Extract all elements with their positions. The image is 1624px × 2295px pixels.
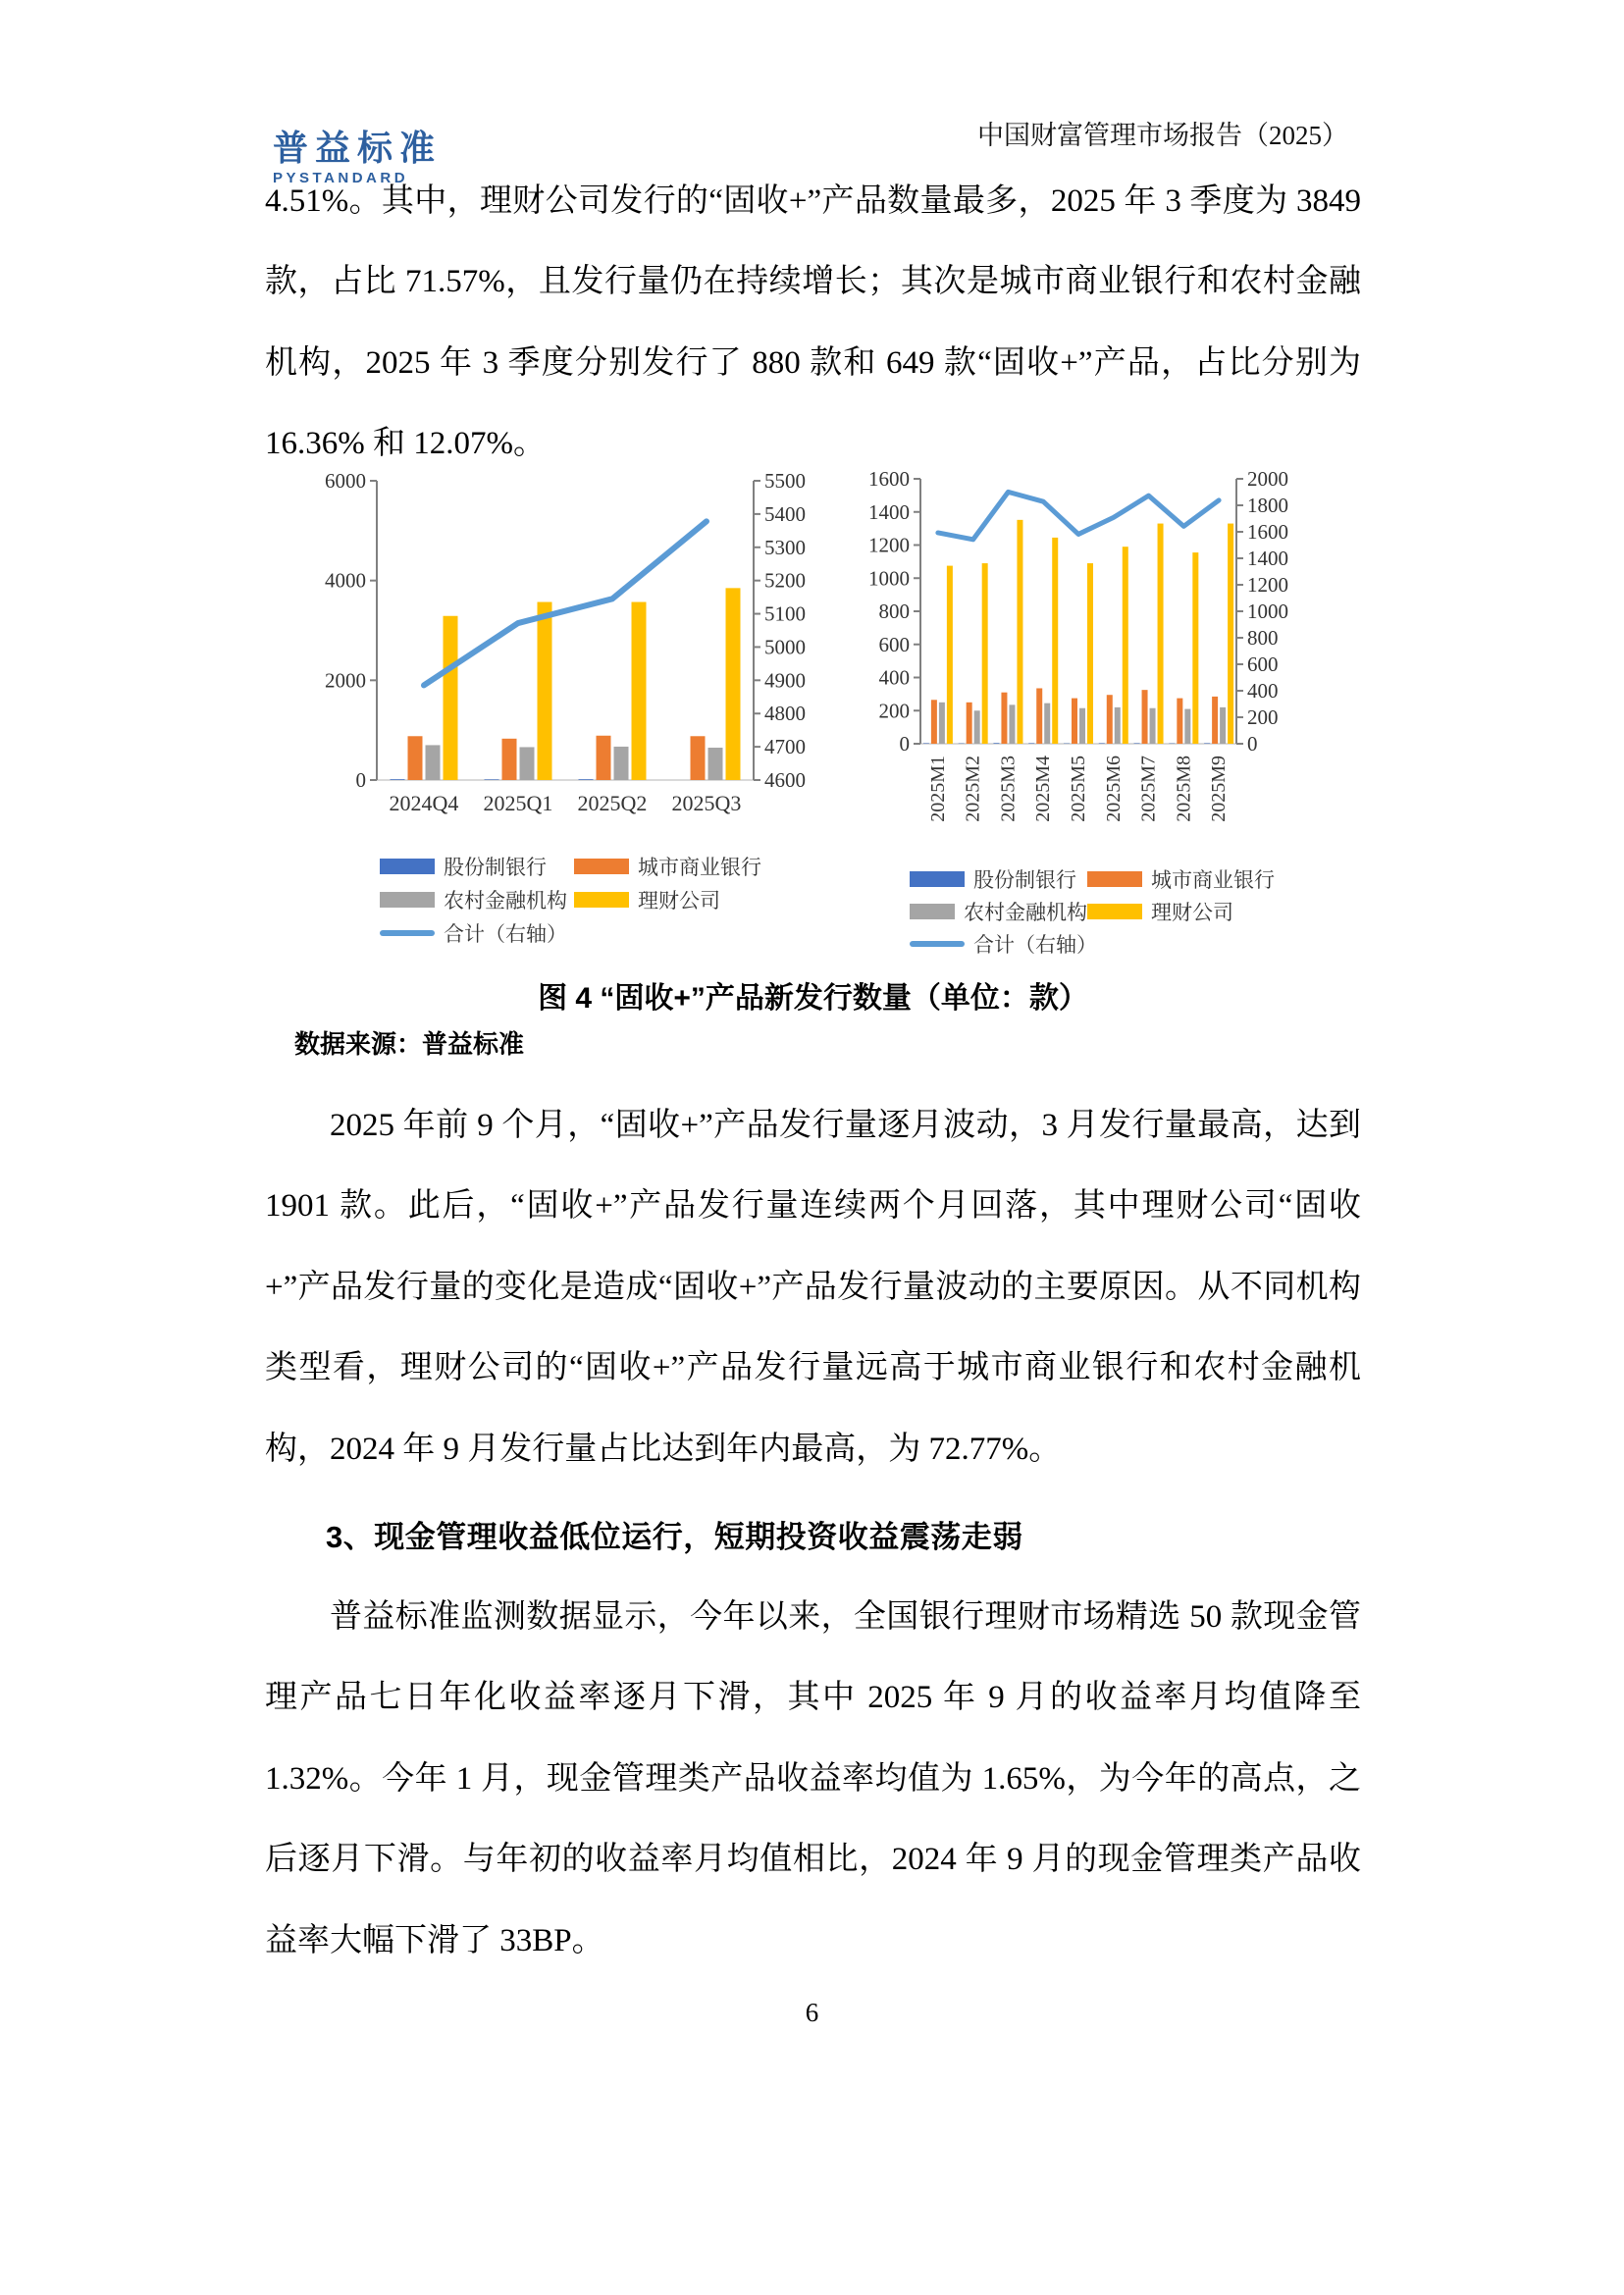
category-label: 2025M6 [1102,756,1125,822]
left-axis-tick-label: 1600 [868,467,910,491]
legend-color-swatch [1087,904,1142,919]
category-label: 2025Q1 [483,791,553,815]
category-label: 2025Q3 [671,791,742,815]
legend-label: 城市商业银行 [1151,867,1275,892]
bar-segment [1107,695,1113,744]
right-axis-tick-label: 0 [1247,732,1258,756]
bar-segment [974,710,980,744]
right-axis-tick-label: 5100 [764,601,806,626]
legend-row [910,862,1275,895]
right-axis-tick-label: 200 [1247,705,1279,729]
legend-label: 股份制银行 [973,867,1076,892]
legend-item [380,918,567,948]
bar-segment [1052,538,1058,744]
legend-label: 城市商业银行 [638,856,761,879]
right-axis-tick-label: 5500 [764,469,806,493]
right-axis-tick-label: 600 [1247,652,1279,676]
category-label: 2025M3 [997,756,1020,822]
left-axis-tick-label: 400 [878,665,910,690]
bar-segment [1036,688,1042,744]
right-axis-tick-label: 4800 [764,702,806,726]
bar-segment [691,736,706,780]
bar-segment [1087,563,1093,744]
right-axis-tick-label: 5300 [764,535,806,559]
legend-label: 合计（右轴） [444,922,567,946]
legend-item [380,885,574,914]
category-label: 2025M5 [1068,756,1089,822]
left-axis-tick-label: 4000 [325,568,366,593]
figure-caption: 图 4 “固收+”产品新发行数量（单位：款） [538,982,1088,1015]
legend-line-swatch [380,930,435,936]
legend-color-swatch [574,892,629,908]
bar-segment [597,736,611,780]
legend-item [380,852,574,881]
left-axis-tick-label: 0 [355,768,366,792]
legend-item [910,929,1097,959]
bar-segment [614,747,629,780]
category-label: 2025Q2 [577,791,648,815]
left-axis-tick-label: 1400 [868,499,910,524]
right-axis-tick-label: 1600 [1247,520,1288,544]
bar-segment [1099,743,1105,744]
bar-segment [1142,690,1148,744]
bar-segment [1228,524,1233,744]
category-label: 2025M7 [1137,756,1160,822]
bar-segment [1184,709,1190,744]
bar-segment [1192,552,1198,744]
right-axis-tick-label: 5400 [764,501,806,526]
right-axis-tick-label: 5000 [764,635,806,659]
bar-segment [1028,743,1034,744]
bar-segment [1134,743,1140,744]
category-label: 2025M4 [1032,756,1055,822]
bar-segment [1115,707,1121,744]
right-axis-tick-label: 1400 [1247,547,1288,570]
legend-label: 股份制银行 [444,856,547,879]
bar-segment [1150,708,1156,744]
right-axis-tick-label: 4600 [764,768,806,792]
legend-row [380,850,761,883]
legend-row [910,895,1275,927]
left-axis-tick-label: 0 [899,732,910,756]
bar-segment [502,739,517,780]
left-axis-tick-label: 1000 [868,566,910,591]
total-line [424,521,707,685]
legend-label: 理财公司 [638,889,720,913]
right-axis-tick-label: 5200 [764,568,806,593]
legend-line-swatch [910,941,965,947]
bar-segment [1001,693,1007,744]
legend-item [1087,864,1275,894]
bar-segment [982,563,988,744]
bar-segment [1204,743,1210,744]
bar-segment [1212,697,1218,744]
category-label: 2025M2 [962,756,984,822]
quarterly-issuance-chart [245,451,834,863]
legend-label: 理财公司 [1151,900,1233,924]
category-label: 2025M9 [1208,756,1231,822]
quarterly-chart-legend [380,850,761,950]
bar-segment [939,703,945,744]
legend-item [574,885,720,914]
left-axis-tick-label: 1200 [868,533,910,557]
bar-segment [1177,699,1182,744]
figure-source: 数据来源：普益标准 [294,1029,525,1059]
legend-item [910,897,1087,926]
monthly-chart-legend [910,862,1275,960]
category-label: 2024Q4 [389,791,459,815]
bar-segment [632,602,647,780]
legend-row [380,916,761,950]
logo-chinese-text: 普益标准 [273,128,443,168]
paragraph-cash-management: 普益标准监测数据显示，今年以来，全国银行理财市场精选 50 款现金管理产品七日年化收益率逐月下滑，其中 2025 年 9 月的收益率月均值降至 1.32%。今年 1 月，现金管理类产品收益率均值为 1.65%，为今年的高点，之后逐月下滑。与年初的收益率月均值相比，2024 年 9 月的现金管理类产品收益率大幅下滑了 33BP。 [265,1599,1361,1958]
bar-segment [1017,520,1022,744]
legend-color-swatch [380,892,435,908]
bar-segment [708,748,723,780]
legend-item [574,852,761,881]
left-axis-tick-label: 200 [878,699,910,723]
bar-segment [408,736,423,780]
bar-segment [923,743,929,744]
right-axis-tick-label: 800 [1247,626,1279,650]
bar-segment [1079,708,1085,744]
total-line [938,492,1219,539]
bar-segment [520,747,535,780]
logo-english-text: PYSTANDARD [273,169,409,186]
left-axis-tick-label: 800 [878,600,910,623]
legend-color-swatch [574,859,629,874]
page-number: 6 [805,1998,819,2027]
right-axis-tick-label: 400 [1247,679,1279,703]
right-axis-tick-label: 1800 [1247,494,1288,517]
legend-color-swatch [1087,871,1142,887]
bar-segment [947,566,953,744]
legend-label: 农村金融机构 [444,889,567,913]
right-axis-tick-label: 1000 [1247,600,1288,623]
right-axis-tick-label: 4900 [764,668,806,693]
legend-row [380,883,761,916]
bar-segment [391,779,405,780]
bar-segment [1158,524,1164,744]
paragraph-issuance-overview: 4.51%。其中，理财公司发行的“固收+”产品数量最多，2025 年 3 季度为 3849 款，占比 71.57%，且发行量仍在持续增长；其次是城市商业银行和农村金融机构，2025 年 3 季度分别发行了 880 款和 649 款“固收+”产品，占比分别为 16.36% 和 12.07%。 [265,183,1361,462]
section-heading-3: 3、现金管理收益低位运行，短期投资收益震荡走弱 [326,1520,1023,1554]
legend-item [910,864,1087,894]
bar-segment [993,743,999,744]
bar-segment [931,700,937,744]
legend-color-swatch [380,859,435,874]
bar-segment [1123,547,1128,744]
left-axis-tick-label: 6000 [325,469,366,493]
right-axis-tick-label: 1200 [1247,573,1288,597]
monthly-issuance-chart [834,451,1344,863]
legend-item [1087,897,1233,926]
bar-segment [485,779,499,780]
bar-segment [1009,704,1015,744]
category-label: 2025M1 [926,756,949,822]
bar-segment [967,703,972,744]
legend-row [910,927,1275,960]
report-title: 中国财富管理市场报告（2025） [977,121,1348,150]
bar-segment [1220,707,1226,744]
bar-segment [726,588,741,780]
right-axis-tick-label: 4700 [764,735,806,759]
category-label: 2025M8 [1173,756,1195,822]
right-axis-tick-label: 2000 [1247,467,1288,491]
legend-color-swatch [910,904,955,919]
bar-segment [538,602,552,780]
bar-segment [1044,704,1050,744]
legend-label: 合计（右轴） [973,932,1097,957]
left-axis-tick-label: 600 [878,632,910,656]
legend-color-swatch [910,871,965,887]
left-axis-tick-label: 2000 [325,668,366,693]
bar-segment [426,745,441,780]
bar-segment [579,779,594,780]
bar-segment [444,616,458,780]
paragraph-monthly-analysis: 2025 年前 9 个月，“固收+”产品发行量逐月波动，3 月发行量最高，达到 1901 款。此后，“固收+”产品发行量连续两个月回落，其中理财公司“固收+”产品发行量的变化是造成“固收+”产品发行量波动的主要原因。从不同机构类型看，理财公司的“固收+”产品发行量远高于城市商业银行和农村金融机构，2024 年 9 月发行量占比达到年内最高，为 72.77%。 [265,1108,1361,1467]
legend-label: 农村金融机构 [964,900,1087,924]
bar-segment [1072,699,1077,744]
